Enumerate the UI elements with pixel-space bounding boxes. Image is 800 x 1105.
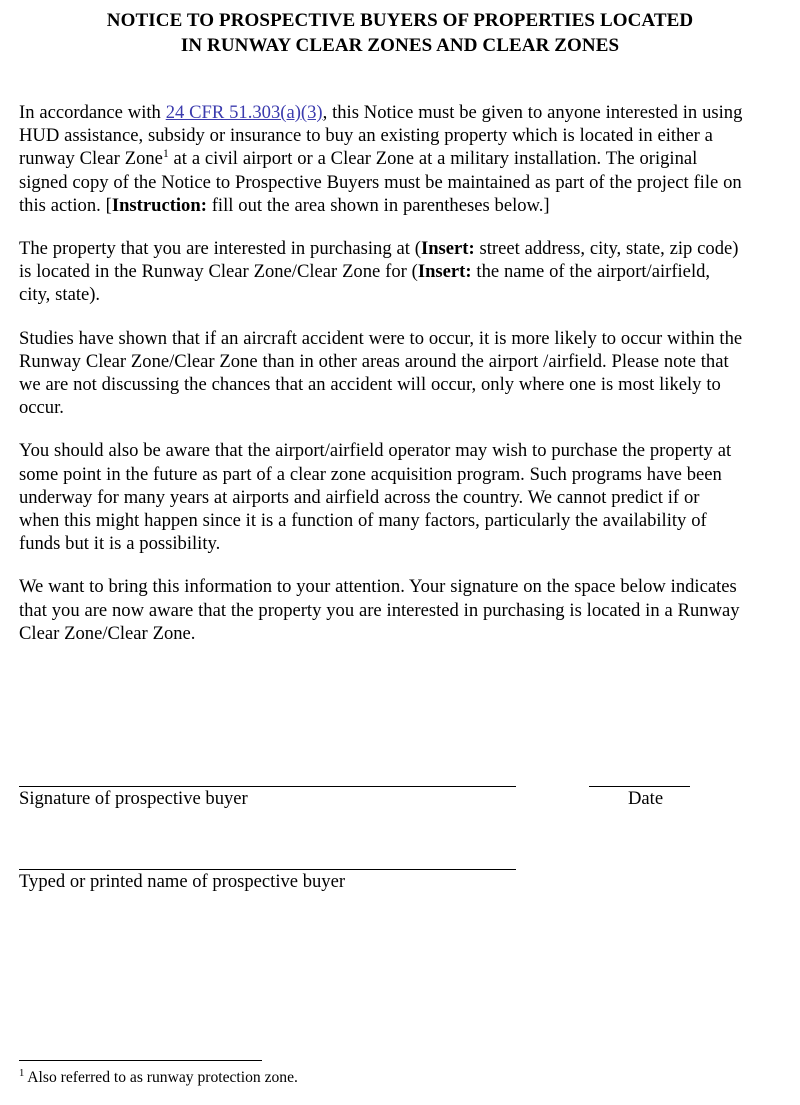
signature-label: Signature of prospective buyer (19, 788, 248, 809)
cfr-regulation-link[interactable]: 24 CFR 51.303(a)(3) (165, 102, 323, 123)
paragraph-2 (19, 237, 744, 307)
footnote-reference-marker: 1 (162, 148, 169, 161)
typed-name-label: Typed or printed name of prospective buyer (19, 871, 346, 892)
paragraph-1-segment-1: In accordance with (19, 102, 166, 123)
document-title-line-1: NOTICE TO PROSPECTIVE BUYERS OF PROPERTIES LOCATED (106, 10, 694, 31)
paragraph-1-segment-4: fill out the area shown in parentheses below.] (206, 194, 550, 216)
paragraph-2-segment-1: The property that you are interested in purchasing at ( (19, 238, 421, 260)
document-title-line-2: IN RUNWAY CLEAR ZONES AND CLEAR ZONES (180, 35, 620, 56)
footnote-marker: 1 (19, 1067, 25, 1079)
footnote-text (19, 1068, 759, 1087)
document-body (19, 101, 744, 645)
paragraph-2-segment-3: the name of the airport/airfield, city, state). (19, 261, 711, 306)
insert-bold-label-1: Insert: (420, 238, 475, 260)
paragraph-2-segment-2: street address, city, state, zip code) is located in the Runway Clear Zone/Clear Zone for ( (19, 238, 739, 283)
footnote-content: Also referred to as runway protection zone. (27, 1069, 298, 1086)
paragraph-5: We want to bring this information to your attention. Your signature on the space below indicates that you are now aware that the property you are interested in purchasing is located in a Runway Clear Zone/Clear Zone. (19, 576, 740, 644)
date-line[interactable] (589, 786, 690, 787)
instruction-bold-label: Instruction: (111, 194, 207, 216)
insert-bold-label-2: Insert: (417, 261, 472, 283)
footnote-separator-rule (19, 1060, 262, 1061)
footnote-block (19, 1060, 759, 1087)
date-label: Date (628, 788, 664, 809)
paragraph-1-segment-2: , this Notice must be given to anyone interested in using HUD assistance, subsidy or insurance to buy an existing property which is located in either a runway Clear Zone (19, 102, 743, 170)
paragraph-3: Studies have shown that if an aircraft accident were to occur, it is more likely to occur within the Runway Clear Zone/Clear Zone than in other areas around the airport /airfield. Please note that we are not discussing the chances that an accident will occur, only where one is most likely to occur. (19, 327, 743, 419)
paragraph-1-segment-3: at a civil airport or a Clear Zone at a military installation. The original signed copy of the Notice to Prospective Buyers must be maintained as part of the project file on this action. [ (19, 148, 742, 216)
paragraph-4: You should also be aware that the airport/airfield operator may wish to purchase the property at some point in the future as part of a clear zone acquisition program. Such programs have been underway for many years at airports and airfield across the country. We cannot predict if or when this might happen since it is a function of many factors, particularly the availability of funds but it is a possibility. (19, 440, 732, 555)
document-title (0, 8, 800, 58)
signature-line[interactable] (19, 786, 516, 787)
paragraph-1 (19, 101, 744, 217)
typed-name-line[interactable] (19, 869, 516, 870)
signature-area (0, 760, 800, 940)
